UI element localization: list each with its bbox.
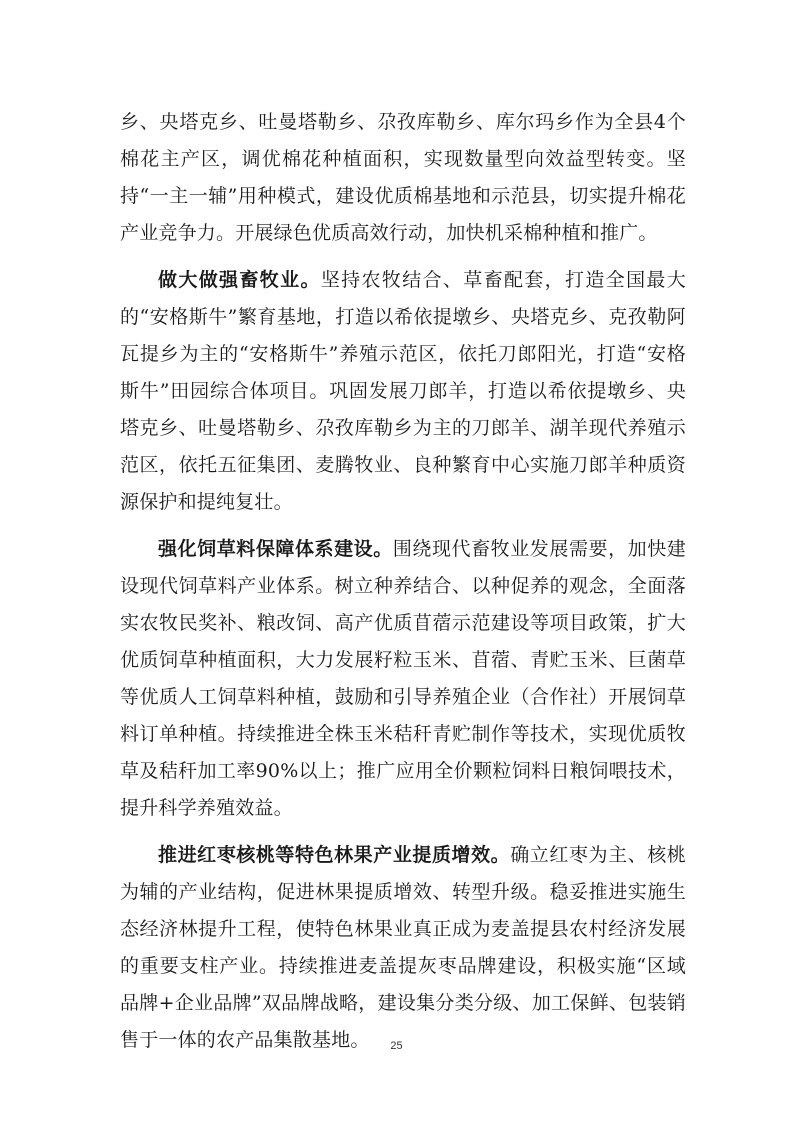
paragraph-fruit-forestry <box>120 837 686 1059</box>
paragraph-body: 坚持农牧结合、草畜配套，打造全国最大的“安格斯牛”繁育基地，打造以希依提墩乡、央塔克乡、克孜勒阿瓦提乡为主的“安格斯牛”养殖示范区，依托刀郎阳光，打造“安格斯牛”田园综合体项目。巩固发展刀郎羊，打造以希依提墩乡、央塔克乡、吐曼塔勒乡、尕孜库勒乡为主的刀郎羊、湖羊现代养殖示范区，依托五征集团、麦腾牧业、良种繁育中心实施刀郎羊种质资源保护和提纯复壮。 <box>120 269 686 513</box>
paragraph-body: 乡、央塔克乡、吐曼塔勒乡、尕孜库勒乡、库尔玛乡作为全县4个棉花主产区，调优棉花种植面积，实现数量型向效益型转变。坚持“一主一辅”用种模式，建设优质棉基地和示范县，切实提升棉花产业竞争力。开展绿色优质高效行动，加快机采棉种植和推广。 <box>120 111 686 244</box>
paragraph-body: 围绕现代畜牧业发展需要，加快建设现代饲草料产业体系。树立种养结合、以种促养的观念，全面落实农牧民奖补、粮改饲、高产优质苜蓿示范建设等项目政策，扩大优质饲草种植面积，大力发展籽粒玉米、苜蓿、青贮玉米、巨菌草等优质人工饲草料种植，鼓励和引导养殖企业（合作社）开展饲草料订单种植。持续推进全株玉米秸秆青贮制作等技术，实现优质牧草及秸秆加工率90%以上；推广应用全价颗粒饲料日粮饲喂技术，提升科学养殖效益。 <box>120 538 686 819</box>
body-text <box>120 104 686 1059</box>
paragraph-heading: 强化饲草料保障体系建设。 <box>158 538 393 560</box>
paragraph-heading: 做大做强畜牧业。 <box>158 269 321 291</box>
paragraph-body: 确立红枣为主、核桃为辅的产业结构，促进林果提质增效、转型升级。稳妥推进实施生态经济林提升工程，使特色林果业真正成为麦盖提县农村经济发展的重要支柱产业。持续推进麦盖提灰枣品牌建设，积极实施“区域品牌+企业品牌”双品牌战略，建设集分类分级、加工保鲜、包装销售于一体的农产品集散基地。 <box>120 844 686 1051</box>
paragraph-heading: 推进红枣核桃等特色林果产业提质增效。 <box>158 844 511 866</box>
paragraph-cotton-continued <box>120 104 686 252</box>
paragraph-forage <box>120 531 686 827</box>
paragraph-livestock <box>120 262 686 521</box>
page-number: 25 <box>390 1040 403 1052</box>
